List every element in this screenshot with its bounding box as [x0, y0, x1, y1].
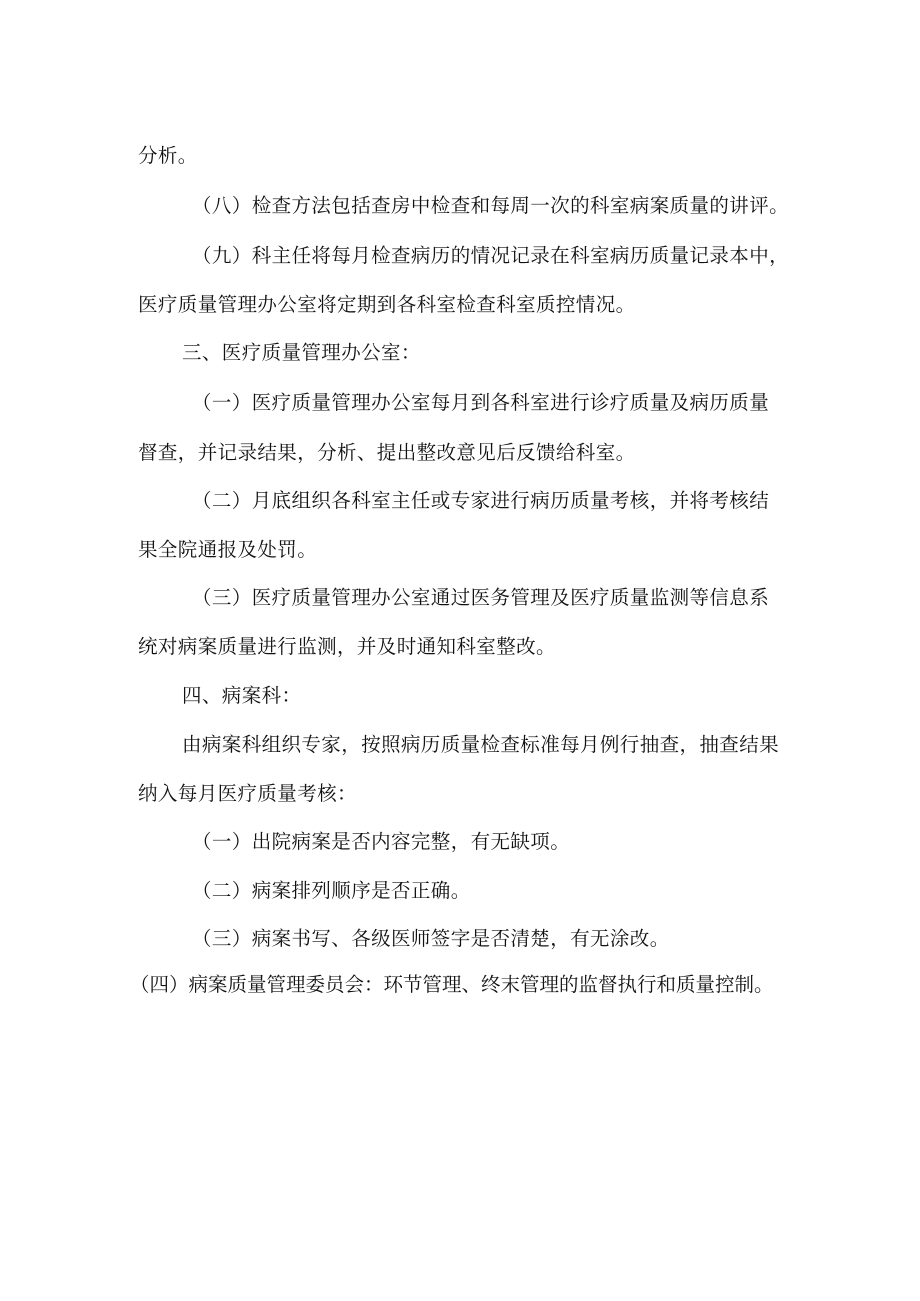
text-line: 由病案科组织专家，按照病历质量检查标准每月例行抽查，抽查结果 — [182, 733, 780, 756]
text-line: 果全院通报及处罚。 — [138, 538, 318, 561]
list-item: （三）病案书写、各级医师签字是否清楚，有无涂改。 — [192, 927, 670, 950]
text-line: （一）医疗质量管理办公室每月到各科室进行诊疗质量及病历质量 — [192, 391, 770, 414]
section-heading: 四、病案科： — [182, 684, 302, 707]
text-line: 督查，并记录结果，分析、提出整改意见后反馈给科室。 — [138, 441, 636, 464]
text-line: （三）医疗质量管理办公室通过医务管理及医疗质量监测等信息系 — [192, 586, 770, 609]
text-line: （九）科主任将每月检查病历的情况记录在科室病历质量记录本中， — [192, 244, 790, 267]
text-line: 分析。 — [138, 144, 198, 167]
list-item: （四）病案质量管理委员会：环节管理、终末管理的监督执行和质量控制。 — [130, 973, 774, 996]
section-heading: 三、医疗质量管理办公室： — [182, 341, 421, 364]
text-line: （八）检查方法包括查房中检查和每周一次的科室病案质量的讲评。 — [192, 194, 790, 217]
text-line: 纳入每月医疗质量考核： — [138, 782, 357, 805]
list-item: （一）出院病案是否内容完整，有无缺项。 — [192, 830, 571, 853]
text-line: 医疗质量管理办公室将定期到各科室检查科室质控情况。 — [138, 293, 636, 316]
list-item: （二）病案排列顺序是否正确。 — [192, 879, 471, 902]
text-line: （二）月底组织各科室主任或专家进行病历质量考核，并将考核结 — [192, 489, 770, 512]
text-line: 统对病案质量进行监测，并及时通知科室整改。 — [138, 635, 556, 658]
